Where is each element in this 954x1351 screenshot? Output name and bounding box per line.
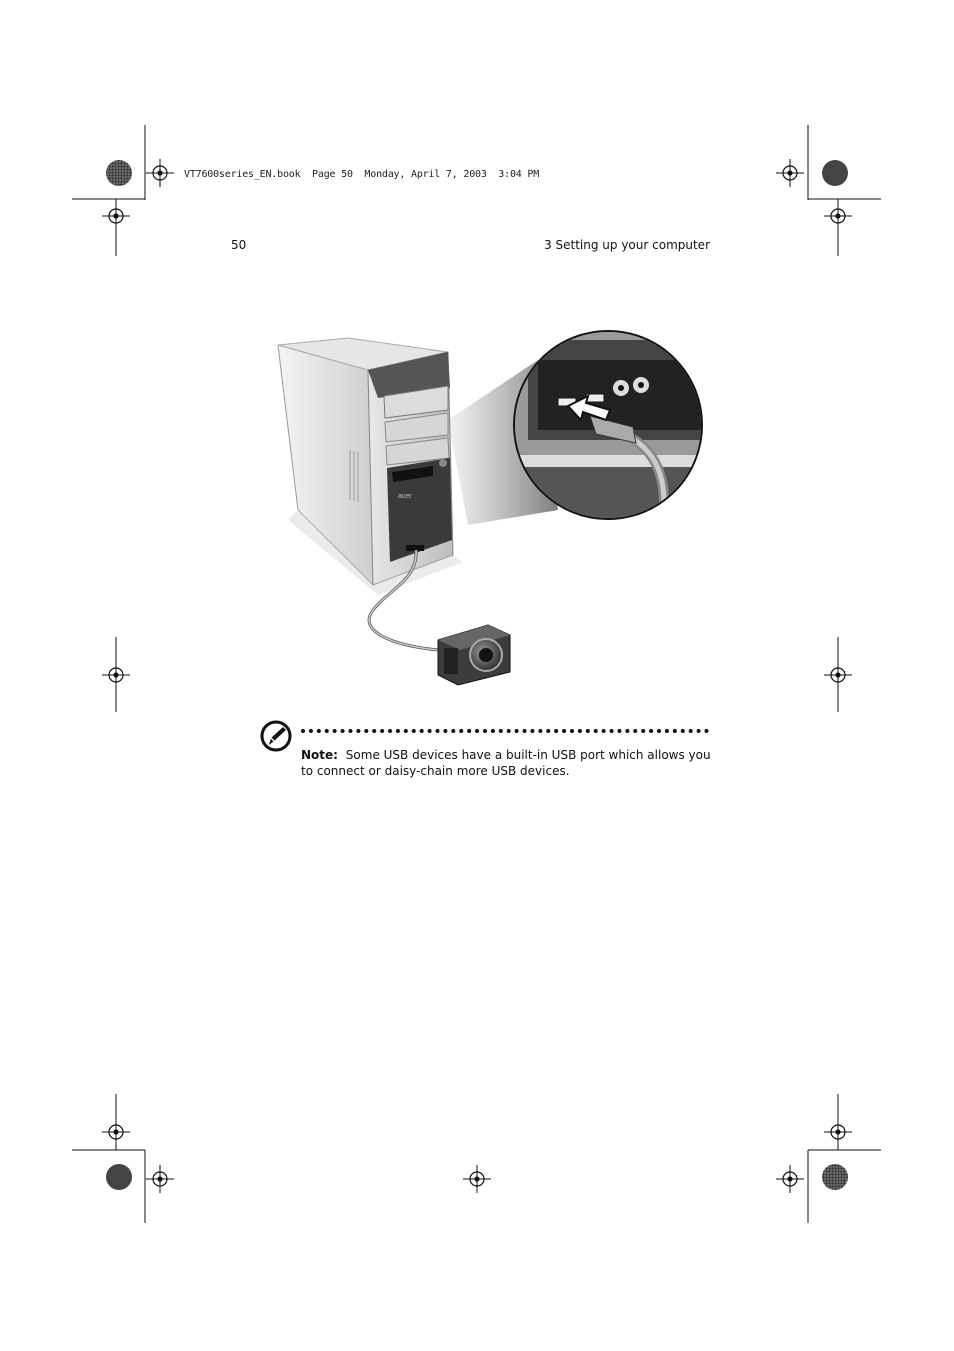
note-divider — [301, 729, 709, 733]
usb-connection-illustration — [238, 300, 710, 700]
print-header: VT7600series_EN.book Page 50 Monday, April 7, 2003 3:04 PM — [184, 169, 540, 180]
note-pen-icon — [259, 719, 293, 753]
digital-camera — [438, 625, 510, 685]
note-block — [301, 747, 713, 779]
page-number: 50 — [231, 238, 247, 252]
note-label: Note: — [301, 748, 338, 762]
note-text: Some USB devices have a built-in USB port which allows you to connect or daisy-chain more USB devices. — [301, 748, 711, 778]
running-head: 3 Setting up your computer — [544, 238, 710, 252]
pc-logo: acer — [398, 493, 412, 500]
